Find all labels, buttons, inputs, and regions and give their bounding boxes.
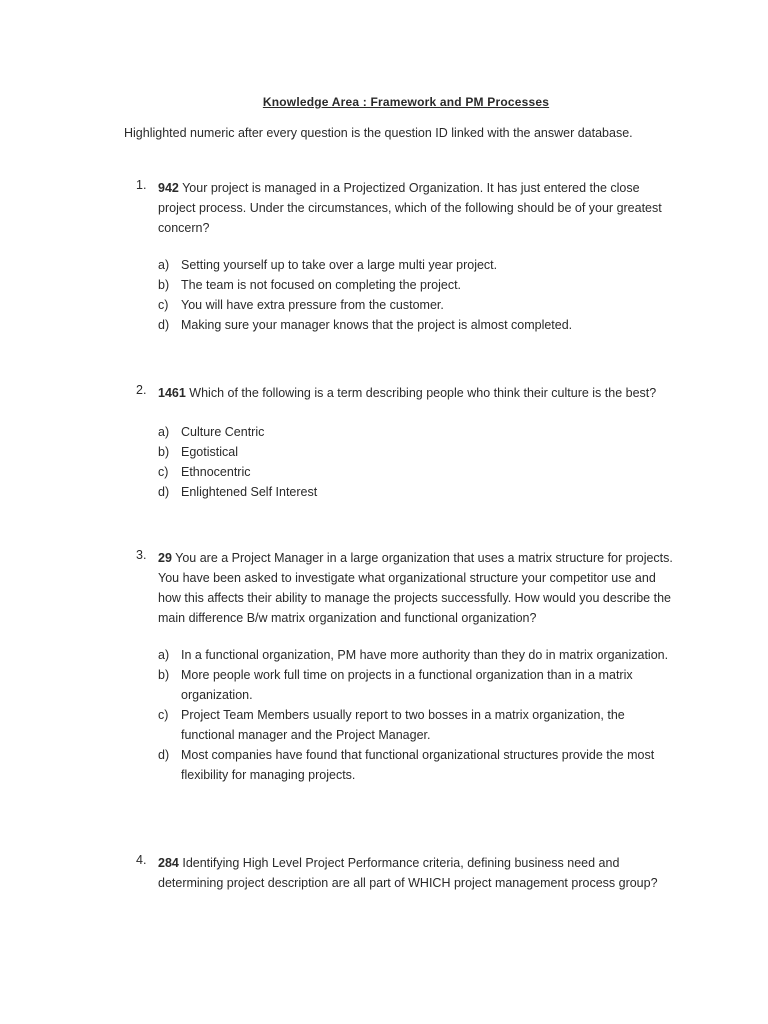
question-text (158, 548, 676, 628)
option-letter: d) (158, 318, 170, 332)
question-id: 29 (158, 551, 172, 565)
document-title: Knowledge Area : Framework and PM Processes (262, 95, 550, 109)
option-letter: c) (158, 298, 169, 312)
question-number: 4. (136, 853, 147, 867)
option-text: Ethnocentric (181, 465, 251, 479)
option-text: You will have extra pressure from the customer. (181, 298, 444, 312)
option-a (158, 645, 676, 665)
question-id: 942 (158, 181, 179, 195)
option-d (158, 745, 676, 785)
option-text: Project Team Members usually report to two bosses in a matrix organization, the functional manager and the Project Manager. (181, 708, 625, 742)
option-letter: b) (158, 445, 170, 459)
question-body: Your project is managed in a Projectized Organization. It has just entered the close project process. Under the circumstances, which of the following should be of your greatest concern? (158, 181, 662, 235)
question-number: 2. (136, 383, 147, 397)
option-c (158, 462, 676, 482)
question-number: 3. (136, 548, 147, 562)
option-letter: d) (158, 485, 170, 499)
option-a (158, 422, 676, 442)
question-number: 1. (136, 178, 147, 192)
option-text: Making sure your manager knows that the project is almost completed. (181, 318, 573, 332)
question-id: 284 (158, 856, 179, 870)
question-body: Which of the following is a term describing people who think their culture is the best? (189, 386, 657, 400)
option-text: More people work full time on projects in a functional organization than in a matrix organization. (181, 668, 633, 702)
question-2 (136, 383, 676, 502)
question-id: 1461 (158, 386, 186, 400)
option-text: The team is not focused on completing the project. (181, 278, 462, 292)
option-c (158, 295, 676, 315)
option-d (158, 315, 676, 335)
option-text: Enlightened Self Interest (181, 485, 318, 499)
question-3 (136, 548, 676, 785)
option-b (158, 442, 676, 462)
option-b (158, 665, 676, 705)
option-letter: a) (158, 425, 170, 439)
option-list (158, 255, 676, 335)
option-text: Most companies have found that functional organizational structures provide the most flexibility for managing projects. (181, 748, 655, 782)
question-4 (136, 853, 676, 893)
question-body: You are a Project Manager in a large organization that uses a matrix structure for projects. You have been asked to investigate what organizational structure your competitor use and how this affects their ability to manage the projects successfully. How would you describe the main difference B/w matrix organization and functional organization? (158, 551, 673, 625)
question-text (158, 853, 676, 893)
option-letter: b) (158, 668, 170, 682)
option-letter: c) (158, 465, 169, 479)
option-letter: a) (158, 258, 170, 272)
option-letter: a) (158, 648, 170, 662)
option-b (158, 275, 676, 295)
question-text (158, 383, 676, 403)
option-text: Culture Centric (181, 425, 265, 439)
intro-text: Highlighted numeric after every question is the question ID linked with the answer database. (124, 126, 633, 140)
question-1 (136, 178, 676, 335)
option-letter: d) (158, 748, 170, 762)
option-letter: b) (158, 278, 170, 292)
option-c (158, 705, 676, 745)
question-text (158, 178, 676, 238)
option-list (158, 645, 676, 785)
option-letter: c) (158, 708, 169, 722)
option-list (158, 422, 676, 502)
option-d (158, 482, 676, 502)
option-text: In a functional organization, PM have more authority than they do in matrix organization. (181, 648, 669, 662)
question-body: Identifying High Level Project Performance criteria, defining business need and determining project description are all part of WHICH project management process group? (158, 856, 658, 890)
option-text: Setting yourself up to take over a large multi year project. (181, 258, 498, 272)
option-a (158, 255, 676, 275)
option-text: Egotistical (181, 445, 238, 459)
